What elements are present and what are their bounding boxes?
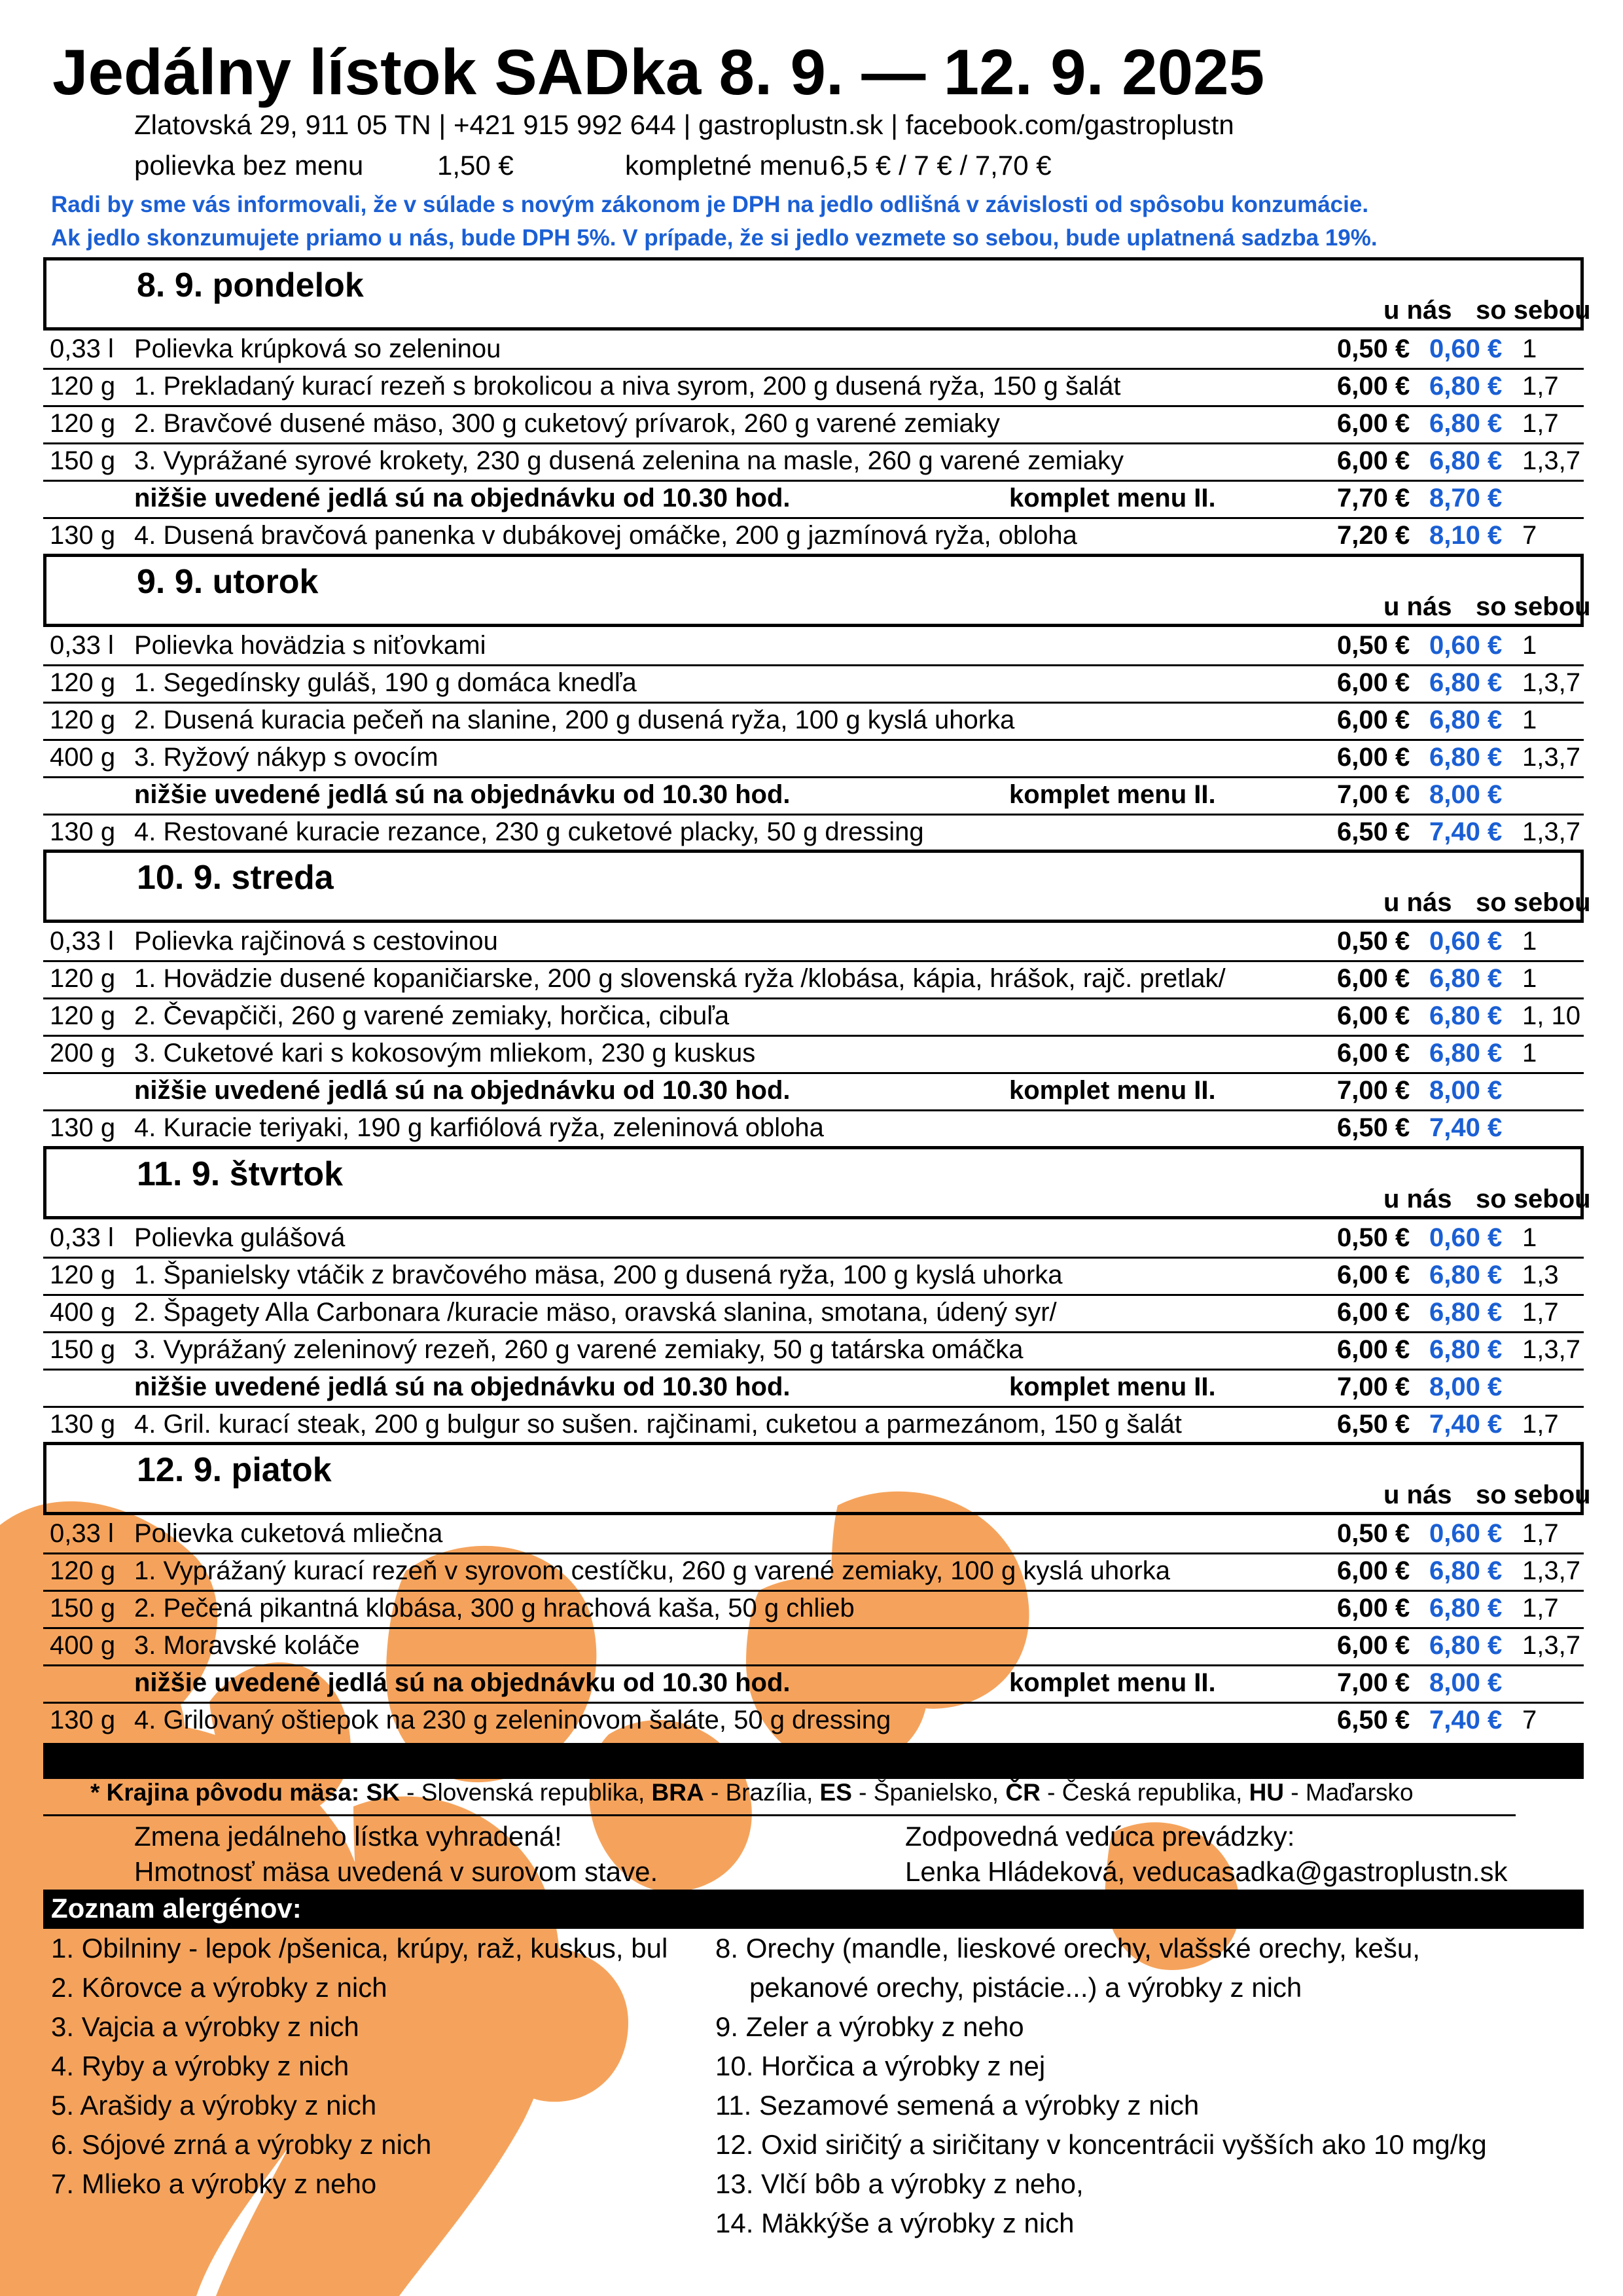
- menu-row: [43, 702, 1584, 741]
- contact-line: Zlatovská 29, 911 05 TN | +421 915 992 644 | gastroplustn.sk | facebook.com/gastroplustn: [134, 109, 1234, 140]
- item-name: 2. Bravčové dusené mäso, 300 g cuketový prívarok, 260 g varené zemiaky: [134, 409, 1000, 438]
- item-name: 1. Vyprážaný kurací rezeň v syrovom cestíčku, 260 g varené zemiaky, 100 g kyslá uhorka: [134, 1556, 1170, 1585]
- item-takeaway-price: 6,80 €: [1429, 1298, 1503, 1327]
- item-name: 2. Špagety Alla Carbonara /kuracie mäso, oravská slanina, smotana, údený syr/: [134, 1298, 1057, 1327]
- complete-menu-price: 7,70 €: [1337, 484, 1410, 512]
- item-allergens: 1,3,7: [1522, 446, 1580, 475]
- preorder-note: nižšie uvedené jedlá sú na objednávku od 10.30 hod.: [134, 1668, 791, 1697]
- item-price: 7,20 €: [1337, 521, 1410, 550]
- day-name: 11. 9. štvrtok: [137, 1155, 344, 1193]
- item-allergens: 1,7: [1522, 1594, 1559, 1623]
- menu-row: [43, 1294, 1584, 1333]
- day-name: 10. 9. streda: [137, 859, 334, 897]
- item-price: 0,50 €: [1337, 1223, 1410, 1252]
- item-name: 3. Moravské koláče: [134, 1631, 360, 1660]
- origin-countries: SK - Slovenská republika, BRA - Brazília, ES - Španielsko, ČR - Česká republika, HU - Maďarsko: [366, 1779, 1414, 1806]
- footer-divider: [43, 1814, 1516, 1816]
- item-quantity: 150 g: [50, 1335, 116, 1364]
- item-name: 2. Dusená kuracia pečeň na slanine, 200 g dusená ryža, 100 g kyslá uhorka: [134, 706, 1015, 734]
- item-price: 0,50 €: [1337, 334, 1410, 363]
- complete-menu-label: komplet menu II.: [1009, 1372, 1216, 1401]
- item-price: 6,00 €: [1337, 1335, 1410, 1364]
- origin-country-name: Španielsko: [873, 1779, 992, 1806]
- item-takeaway-price: 0,60 €: [1429, 927, 1503, 956]
- item-quantity: 0,33 l: [50, 631, 114, 660]
- item-price: 6,50 €: [1337, 817, 1410, 846]
- column-header-dine-in: u nás: [1383, 1480, 1452, 1509]
- manager-contact: Lenka Hládeková, veducasadka@gastroplustn.sk: [905, 1856, 1508, 1887]
- complete-menu-label: komplet menu II.: [1009, 1076, 1216, 1105]
- column-header-dine-in: u nás: [1383, 1185, 1452, 1213]
- item-name: 4. Kuracie teriyaki, 190 g karfiólová ryža, zeleninová obloha: [134, 1113, 824, 1142]
- item-allergens: 7: [1522, 521, 1537, 550]
- item-allergens: 1,3,7: [1522, 1631, 1580, 1660]
- item-quantity: 0,33 l: [50, 334, 114, 363]
- preorder-note: nižšie uvedené jedlá sú na objednávku od 10.30 hod.: [134, 1076, 791, 1105]
- complete-menu-takeaway-price: 8,00 €: [1429, 780, 1503, 809]
- menu-row: [43, 1219, 1584, 1259]
- menu-price: 6,5 € / 7 € / 7,70 €: [830, 150, 1052, 181]
- allergen-item: 10. Horčica a výrobky z nej: [715, 2051, 1046, 2081]
- vat-notice-line-2: Ak jedlo skonzumujete priamo u nás, bude DPH 5%. V prípade, že si jedlo vezmete so sebou, bude uplatnená sadzba 19%.: [51, 225, 1378, 251]
- origin-prefix: * Krajina pôvodu mäsa:: [90, 1779, 360, 1806]
- item-name: Polievka rajčinová s cestovinou: [134, 927, 498, 956]
- menu-row: [43, 960, 1584, 999]
- origin-country-code: HU: [1249, 1779, 1285, 1806]
- item-name: 3. Cuketové kari s kokosovým mliekom, 230 g kuskus: [134, 1039, 756, 1067]
- item-quantity: 400 g: [50, 1631, 116, 1660]
- origin-country-name: Maďarsko: [1305, 1779, 1414, 1806]
- origin-country-name: Česká republika: [1061, 1779, 1236, 1806]
- item-name: 4. Gril. kurací steak, 200 g bulgur so sušen. rajčinami, cuketou a parmezánom, 150 g šalát: [134, 1410, 1182, 1439]
- soup-price: 1,50 €: [437, 150, 514, 181]
- item-quantity: 120 g: [50, 1556, 116, 1585]
- item-price: 6,00 €: [1337, 706, 1410, 734]
- item-price: 6,00 €: [1337, 668, 1410, 697]
- item-quantity: 400 g: [50, 1298, 116, 1327]
- menu-row: [43, 1590, 1584, 1629]
- origin-country-name: Slovenská republika: [421, 1779, 638, 1806]
- item-price: 6,50 €: [1337, 1706, 1410, 1734]
- column-header-takeaway: so sebou: [1476, 296, 1591, 325]
- menu-row: [43, 331, 1584, 370]
- item-allergens: 1,3,7: [1522, 668, 1580, 697]
- item-name: 1. Španielsky vtáčik z bravčového mäsa, 200 g dusená ryža, 100 g kyslá uhorka: [134, 1261, 1063, 1289]
- item-takeaway-price: 7,40 €: [1429, 1410, 1503, 1439]
- item-allergens: 1: [1522, 631, 1537, 660]
- item-price: 6,50 €: [1337, 1113, 1410, 1142]
- allergen-item: 13. Vlčí bôb a výrobky z neho,: [715, 2168, 1084, 2199]
- item-name: Polievka hovädzia s niťovkami: [134, 631, 486, 660]
- item-name: 4. Restované kuracie rezance, 230 g cuketové placky, 50 g dressing: [134, 817, 924, 846]
- item-name: Polievka gulášová: [134, 1223, 346, 1252]
- item-takeaway-price: 6,80 €: [1429, 1001, 1503, 1030]
- item-price: 6,00 €: [1337, 1631, 1410, 1660]
- origin-country-name: Brazília: [725, 1779, 806, 1806]
- allergen-item: 5. Arašidy a výrobky z nich: [51, 2090, 377, 2121]
- day-header: [43, 1442, 1591, 1515]
- allergen-item: 1. Obilniny - lepok /pšenica, krúpy, raž, kuskus, bul: [51, 1933, 668, 1964]
- allergen-item: 6. Sójové zrná a výrobky z nich: [51, 2129, 432, 2160]
- item-price: 0,50 €: [1337, 1519, 1410, 1548]
- item-allergens: 7: [1522, 1706, 1537, 1734]
- item-takeaway-price: 6,80 €: [1429, 1335, 1503, 1364]
- complete-menu-label: komplet menu II.: [1009, 484, 1216, 512]
- menu-row: [43, 739, 1584, 778]
- item-allergens: 1,3,7: [1522, 1556, 1580, 1585]
- menu-row: [43, 664, 1584, 704]
- item-takeaway-price: 0,60 €: [1429, 1519, 1503, 1548]
- complete-menu-label: komplet menu II.: [1009, 780, 1216, 809]
- origin-country-code: BRA: [651, 1779, 704, 1806]
- column-header-takeaway: so sebou: [1476, 592, 1591, 621]
- menu-row: [43, 627, 1584, 666]
- allergen-item: 7. Mlieko a výrobky z neho: [51, 2168, 377, 2199]
- item-price: 6,50 €: [1337, 1410, 1410, 1439]
- item-takeaway-price: 8,10 €: [1429, 521, 1503, 550]
- manager-label: Zodpovedná vedúca prevádzky:: [905, 1821, 1295, 1852]
- column-header-dine-in: u nás: [1383, 296, 1452, 325]
- item-quantity: 130 g: [50, 1113, 116, 1142]
- soup-price-label: polievka bez menu: [134, 150, 364, 181]
- item-allergens: 1,7: [1522, 1298, 1559, 1327]
- item-takeaway-price: 6,80 €: [1429, 1039, 1503, 1067]
- complete-menu-takeaway-price: 8,00 €: [1429, 1372, 1503, 1401]
- item-takeaway-price: 6,80 €: [1429, 446, 1503, 475]
- item-quantity: 120 g: [50, 409, 116, 438]
- item-quantity: 120 g: [50, 1001, 116, 1030]
- item-allergens: 1,7: [1522, 409, 1559, 438]
- item-takeaway-price: 6,80 €: [1429, 409, 1503, 438]
- item-name: 3. Vyprážaný zeleninový rezeň, 260 g varené zemiaky, 50 g tatárska omáčka: [134, 1335, 1024, 1364]
- item-price: 6,00 €: [1337, 1556, 1410, 1585]
- complete-menu-price: 7,00 €: [1337, 1668, 1410, 1697]
- column-header-dine-in: u nás: [1383, 888, 1452, 917]
- weight-note: Hmotnosť mäsa uvedená v surovom stave.: [134, 1856, 658, 1887]
- menu-row: [43, 1552, 1584, 1592]
- day-header: [43, 1146, 1591, 1219]
- preorder-note-row: [43, 1664, 1584, 1704]
- day-header: [43, 554, 1591, 627]
- item-takeaway-price: 6,80 €: [1429, 668, 1503, 697]
- complete-menu-takeaway-price: 8,70 €: [1429, 484, 1503, 512]
- item-takeaway-price: 7,40 €: [1429, 1706, 1503, 1734]
- item-allergens: 1,3,7: [1522, 743, 1580, 772]
- item-name: 4. Dusená bravčová panenka v dubákovej omáčke, 200 g jazmínová ryža, obloha: [134, 521, 1077, 550]
- menu-row: [43, 1257, 1584, 1296]
- item-quantity: 120 g: [50, 668, 116, 697]
- origin-country-code: ČR: [1005, 1779, 1041, 1806]
- item-name: Polievka krúpková so zeleninou: [134, 334, 501, 363]
- item-price: 0,50 €: [1337, 927, 1410, 956]
- allergen-item: 3. Vajcia a výrobky z nich: [51, 2011, 359, 2042]
- item-price: 6,00 €: [1337, 1261, 1410, 1289]
- item-quantity: 130 g: [50, 817, 116, 846]
- item-takeaway-price: 6,80 €: [1429, 1631, 1503, 1660]
- item-allergens: 1: [1522, 964, 1537, 993]
- item-name: 3. Ryžový nákyp s ovocím: [134, 743, 438, 772]
- item-quantity: 0,33 l: [50, 1519, 114, 1548]
- item-quantity: 0,33 l: [50, 1223, 114, 1252]
- column-header-dine-in: u nás: [1383, 592, 1452, 621]
- meat-origin-note: [90, 1779, 1414, 1806]
- item-price: 6,00 €: [1337, 743, 1410, 772]
- item-name: 3. Vyprážané syrové krokety, 230 g dusená zelenina na masle, 260 g varené zemiaky: [134, 446, 1124, 475]
- menu-row: [43, 1035, 1584, 1074]
- item-quantity: 120 g: [50, 1261, 116, 1289]
- item-takeaway-price: 6,80 €: [1429, 1261, 1503, 1289]
- item-price: 6,00 €: [1337, 409, 1410, 438]
- item-allergens: 1,7: [1522, 372, 1559, 401]
- item-allergens: 1,3,7: [1522, 1335, 1580, 1364]
- item-takeaway-price: 6,80 €: [1429, 743, 1503, 772]
- preorder-note-row: [43, 1369, 1584, 1408]
- item-name: 2. Pečená pikantná klobása, 300 g hrachová kaša, 50 g chlieb: [134, 1594, 855, 1623]
- item-name: 1. Segedínsky guláš, 190 g domáca knedľa: [134, 668, 637, 697]
- item-allergens: 1,7: [1522, 1410, 1559, 1439]
- item-name: 2. Čevapčiči, 260 g varené zemiaky, horčica, cibuľa: [134, 1001, 730, 1030]
- item-price: 6,00 €: [1337, 372, 1410, 401]
- item-price: 6,00 €: [1337, 964, 1410, 993]
- item-takeaway-price: 0,60 €: [1429, 631, 1503, 660]
- complete-menu-takeaway-price: 8,00 €: [1429, 1076, 1503, 1105]
- complete-menu-price: 7,00 €: [1337, 1076, 1410, 1105]
- item-takeaway-price: 0,60 €: [1429, 1223, 1503, 1252]
- allergen-item: 9. Zeler a výrobky z neho: [715, 2011, 1024, 2042]
- menu-row: [43, 517, 1584, 554]
- item-price: 6,00 €: [1337, 1001, 1410, 1030]
- complete-menu-price: 7,00 €: [1337, 780, 1410, 809]
- item-quantity: 150 g: [50, 446, 116, 475]
- item-quantity: 130 g: [50, 1706, 116, 1734]
- item-price: 0,50 €: [1337, 631, 1410, 660]
- preorder-note-row: [43, 480, 1584, 519]
- menu-row: [43, 442, 1584, 482]
- day-name: 8. 9. pondelok: [137, 266, 364, 304]
- item-quantity: 120 g: [50, 706, 116, 734]
- menu-row: [43, 405, 1584, 444]
- menu-row: [43, 923, 1584, 962]
- item-takeaway-price: 6,80 €: [1429, 372, 1503, 401]
- item-name: Polievka cuketová mliečna: [134, 1519, 443, 1548]
- preorder-note: nižšie uvedené jedlá sú na objednávku od 10.30 hod.: [134, 1372, 791, 1401]
- menu-row: [43, 1702, 1584, 1739]
- menu-row: [43, 814, 1584, 851]
- preorder-note-row: [43, 1072, 1584, 1111]
- item-allergens: 1: [1522, 706, 1537, 734]
- allergens-title: Zoznam alergénov:: [51, 1893, 302, 1924]
- item-allergens: 1: [1522, 334, 1537, 363]
- item-takeaway-price: 6,80 €: [1429, 1594, 1503, 1623]
- item-price: 6,00 €: [1337, 1298, 1410, 1327]
- allergen-item: pekanové orechy, pistácie...) a výrobky z nich: [749, 1972, 1302, 2003]
- item-allergens: 1,3,7: [1522, 817, 1580, 846]
- complete-menu-takeaway-price: 8,00 €: [1429, 1668, 1503, 1697]
- item-quantity: 0,33 l: [50, 927, 114, 956]
- item-takeaway-price: 6,80 €: [1429, 706, 1503, 734]
- allergen-item: 11. Sezamové semená a výrobky z nich: [715, 2090, 1200, 2121]
- item-allergens: 1,3: [1522, 1261, 1559, 1289]
- item-price: 6,00 €: [1337, 1594, 1410, 1623]
- allergen-item: 8. Orechy (mandle, lieskové orechy, vlašské orechy, kešu,: [715, 1933, 1420, 1964]
- item-allergens: 1: [1522, 1039, 1537, 1067]
- item-allergens: 1: [1522, 927, 1537, 956]
- item-allergens: 1: [1522, 1223, 1537, 1252]
- item-allergens: 1,7: [1522, 1519, 1559, 1548]
- allergen-item: 4. Ryby a výrobky z nich: [51, 2051, 349, 2081]
- origin-country-code: SK: [366, 1779, 400, 1806]
- preorder-note: nižšie uvedené jedlá sú na objednávku od 10.30 hod.: [134, 780, 791, 809]
- menu-row: [43, 997, 1584, 1037]
- day-header: [43, 850, 1591, 923]
- menu-price-label: kompletné menu: [625, 150, 829, 181]
- item-name: 1. Hovädzie dusené kopaničiarske, 200 g slovenská ryža /klobása, kápia, hrášok, rajč. pretlak/: [134, 964, 1226, 993]
- item-price: 6,00 €: [1337, 1039, 1410, 1067]
- item-quantity: 400 g: [50, 743, 116, 772]
- item-quantity: 150 g: [50, 1594, 116, 1623]
- menu-row: [43, 1406, 1584, 1443]
- preorder-note: nižšie uvedené jedlá sú na objednávku od 10.30 hod.: [134, 484, 791, 512]
- divider-bar: [43, 1743, 1584, 1779]
- item-quantity: 130 g: [50, 521, 116, 550]
- item-price: 6,00 €: [1337, 446, 1410, 475]
- item-takeaway-price: 0,60 €: [1429, 334, 1503, 363]
- allergen-item: 2. Kôrovce a výrobky z nich: [51, 1972, 387, 2003]
- item-quantity: 120 g: [50, 964, 116, 993]
- item-takeaway-price: 7,40 €: [1429, 1113, 1503, 1142]
- menu-row: [43, 368, 1584, 407]
- item-allergens: 1, 10: [1522, 1001, 1580, 1030]
- menu-row: [43, 1109, 1584, 1147]
- column-header-takeaway: so sebou: [1476, 888, 1591, 917]
- item-takeaway-price: 6,80 €: [1429, 1556, 1503, 1585]
- item-quantity: 120 g: [50, 372, 116, 401]
- day-header: [43, 257, 1591, 331]
- allergen-item: 12. Oxid siričitý a siričitany v koncentrácii vyšších ako 10 mg/kg: [715, 2129, 1487, 2160]
- item-takeaway-price: 6,80 €: [1429, 964, 1503, 993]
- item-quantity: 200 g: [50, 1039, 116, 1067]
- menu-row: [43, 1515, 1584, 1554]
- menu-row: [43, 1331, 1584, 1371]
- day-name: 9. 9. utorok: [137, 563, 319, 601]
- item-takeaway-price: 7,40 €: [1429, 817, 1503, 846]
- item-name: 1. Prekladaný kurací rezeň s brokolicou a niva syrom, 200 g dusená ryža, 150 g šalát: [134, 372, 1121, 401]
- preorder-note-row: [43, 776, 1584, 816]
- menu-row: [43, 1627, 1584, 1666]
- origin-country-code: ES: [819, 1779, 852, 1806]
- menu-change-note: Zmena jedálneho lístka vyhradená!: [134, 1821, 562, 1852]
- allergen-item: 14. Mäkkýše a výrobky z nich: [715, 2208, 1075, 2238]
- vat-notice-line-1: Radi by sme vás informovali, že v súlade s novým zákonom je DPH na jedlo odlišná v závislosti od spôsobu konzumácie.: [51, 192, 1369, 217]
- column-header-takeaway: so sebou: [1476, 1480, 1591, 1509]
- page-title: Jedálny lístok SADka 8. 9. — 12. 9. 2025: [52, 36, 1265, 108]
- day-name: 12. 9. piatok: [137, 1451, 332, 1489]
- complete-menu-price: 7,00 €: [1337, 1372, 1410, 1401]
- column-header-takeaway: so sebou: [1476, 1185, 1591, 1213]
- allergens-header: [43, 1890, 1584, 1929]
- item-quantity: 130 g: [50, 1410, 116, 1439]
- item-name: 4. Grilovaný oštiepok na 230 g zeleninovom šaláte, 50 g dressing: [134, 1706, 891, 1734]
- complete-menu-label: komplet menu II.: [1009, 1668, 1216, 1697]
